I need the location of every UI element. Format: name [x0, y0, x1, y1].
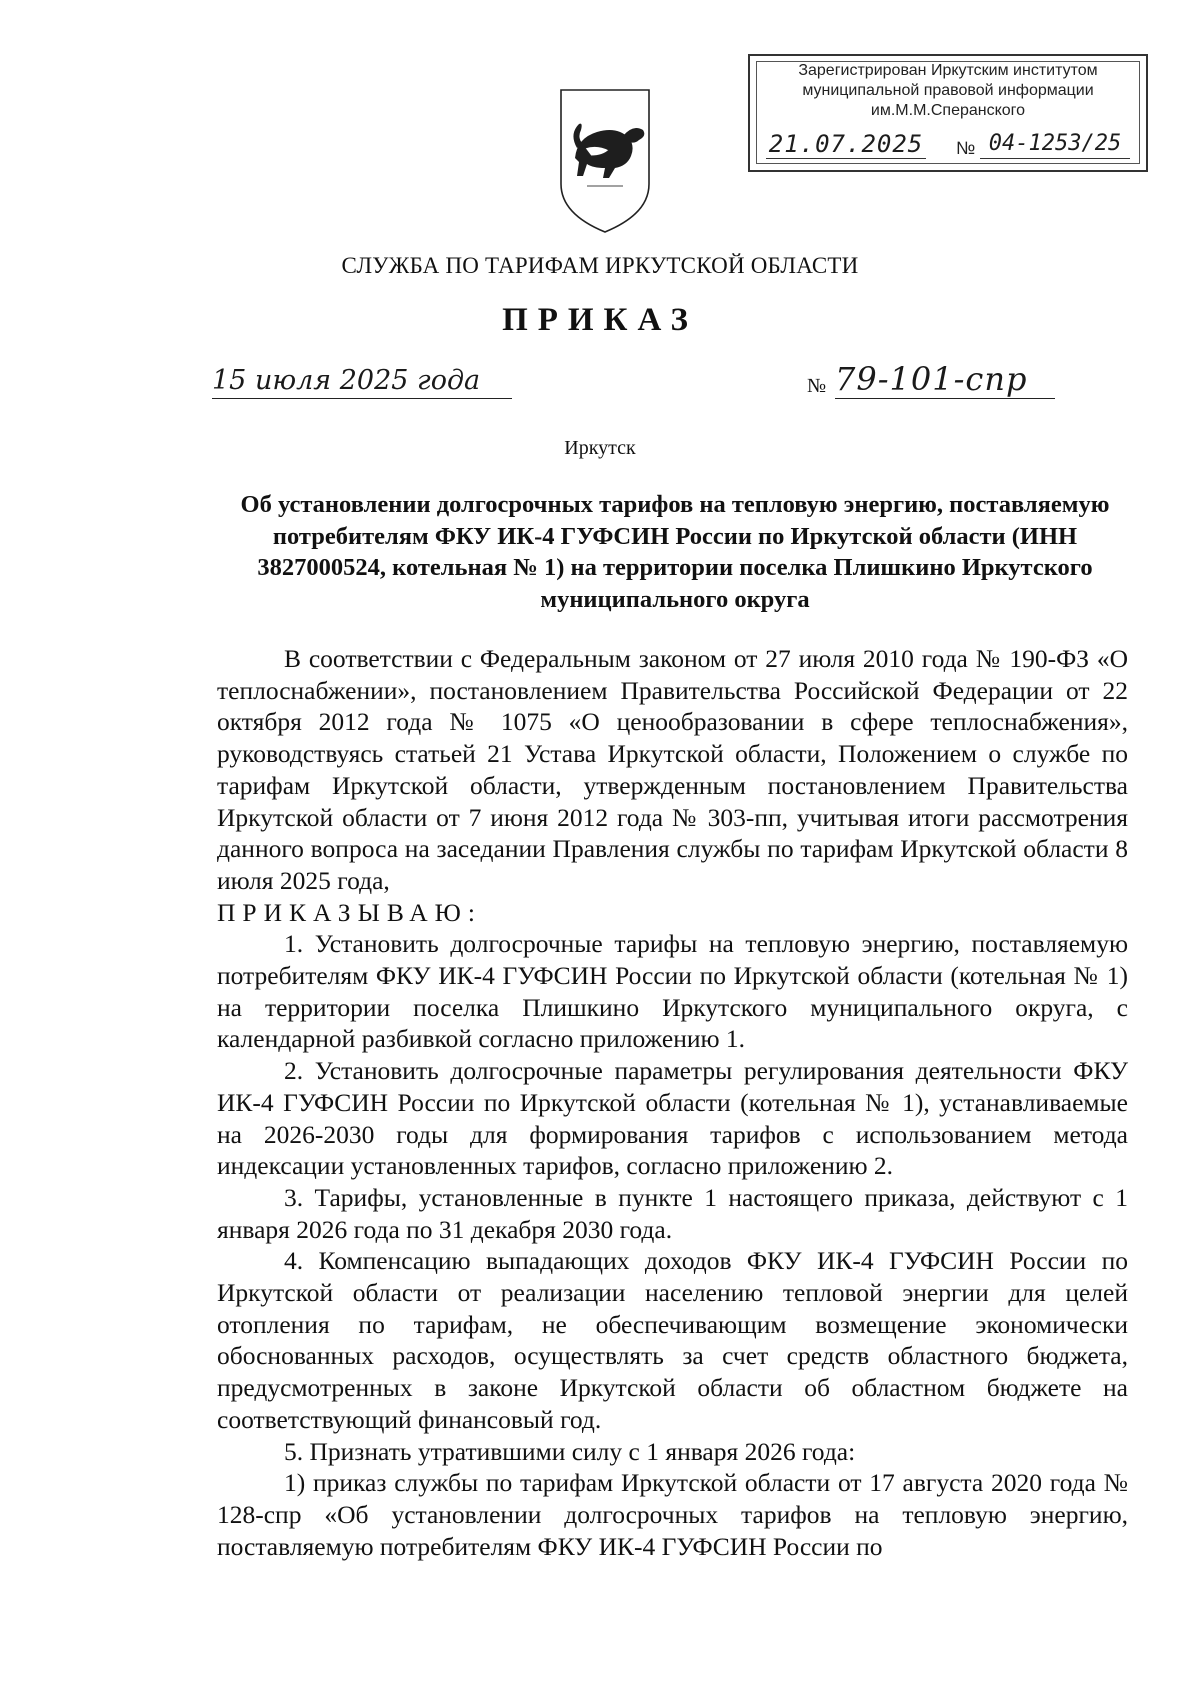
document-title: Об установлении долгосрочных тарифов на тепловую энергию, поставляемую потребителям ФКУ ИК-4 ГУФСИН России по Иркутской области (ИНН 3827000524, котельная № 1) на территории поселка Плишкино Иркутского муниципального округа [240, 491, 1110, 613]
handwritten-order-number: 79-101-спр [835, 360, 1055, 399]
number-label: № [807, 375, 827, 397]
order-item: 3. Тарифы, установленные в пункте 1 настоящего приказа, действуют с 1 января 2026 года по 31 декабря 2030 года. [217, 1182, 1128, 1244]
stamp-line: им.М.М.Сперанского [870, 102, 1026, 119]
coat-of-arms-emblem [557, 86, 653, 236]
document-type-heading: ПРИКАЗ [502, 302, 698, 338]
handwritten-date: 15 июля 2025 года [212, 365, 512, 399]
preamble-paragraph: В соответствии с Федеральным законом от 27 июля 2010 года № 190-ФЗ «О теплоснабжении», постановлением Правительства Российской Федерации от 22 октября 2012 года № 1075 «О ценообразовании в сфере теплоснабжения», руководствуясь статьей 21 Устава Иркутской области, Положением о службе по тарифам Иркутской области, утвержденным постановлением Правительства Иркутской области от 7 июня 2012 года № 303-пп, учитывая итоги рассмотрения данного вопроса на заседании Правления службы по тарифам Иркутской области 8 июля 2025 года, [217, 644, 1128, 895]
stamp-registration-row [760, 130, 1138, 162]
decree-word: ПРИКАЗЫВАЮ: [217, 897, 482, 927]
order-subitem: 1) приказ службы по тарифам Иркутской области от 17 августа 2020 года № 128-спр «Об установлении долгосрочных тарифов на тепловую энергию, поставляемую потребителям ФКУ ИК-4 ГУФСИН России по [217, 1468, 1128, 1561]
stamp-line: муниципальной правовой информации [802, 82, 1094, 99]
stamp-number-label: № [956, 138, 976, 158]
order-item: 1. Установить долгосрочные тарифы на тепловую энергию, поставляемую потребителям ФКУ ИК-4 ГУФСИН России по Иркутской области (котельная № 1) на территории поселка Плишкино Иркутского муниципального округа, с календарной разбивкой согласно приложению 1. [217, 929, 1128, 1054]
document-body [217, 643, 1128, 1562]
city-name: Иркутск [564, 437, 636, 459]
order-item: 5. Признать утратившими силу с 1 января 2026 года: [284, 1436, 856, 1466]
stamp-registration-number: 04-1253/25 [980, 130, 1130, 159]
registration-stamp [748, 54, 1148, 172]
agency-name: СЛУЖБА ПО ТАРИФАМ ИРКУТСКОЙ ОБЛАСТИ [341, 253, 859, 278]
order-item: 4. Компенсацию выпадающих доходов ФКУ ИК-4 ГУФСИН России по Иркутской области от реализации населению тепловой энергии для целей отопления по тарифам, не обеспечивающим возмещение экономически обоснованных расходов, осуществлять за счет средств областного бюджета, предусмотренных в законе Иркутской области об областном бюджете на соответствующий финансовый год. [217, 1246, 1128, 1434]
stamp-line: Зарегистрирован Иркутским институтом [798, 62, 1098, 79]
order-item: 2. Установить долгосрочные параметры регулирования деятельности ФКУ ИК-4 ГУФСИН России по Иркутской области (котельная № 1), устанавливаемые на 2026-2030 годы для формирования тарифов с использованием метода индексации установленных тарифов, согласно приложению 2. [217, 1056, 1128, 1181]
stamp-registration-date: 21.07.2025 [766, 130, 926, 159]
